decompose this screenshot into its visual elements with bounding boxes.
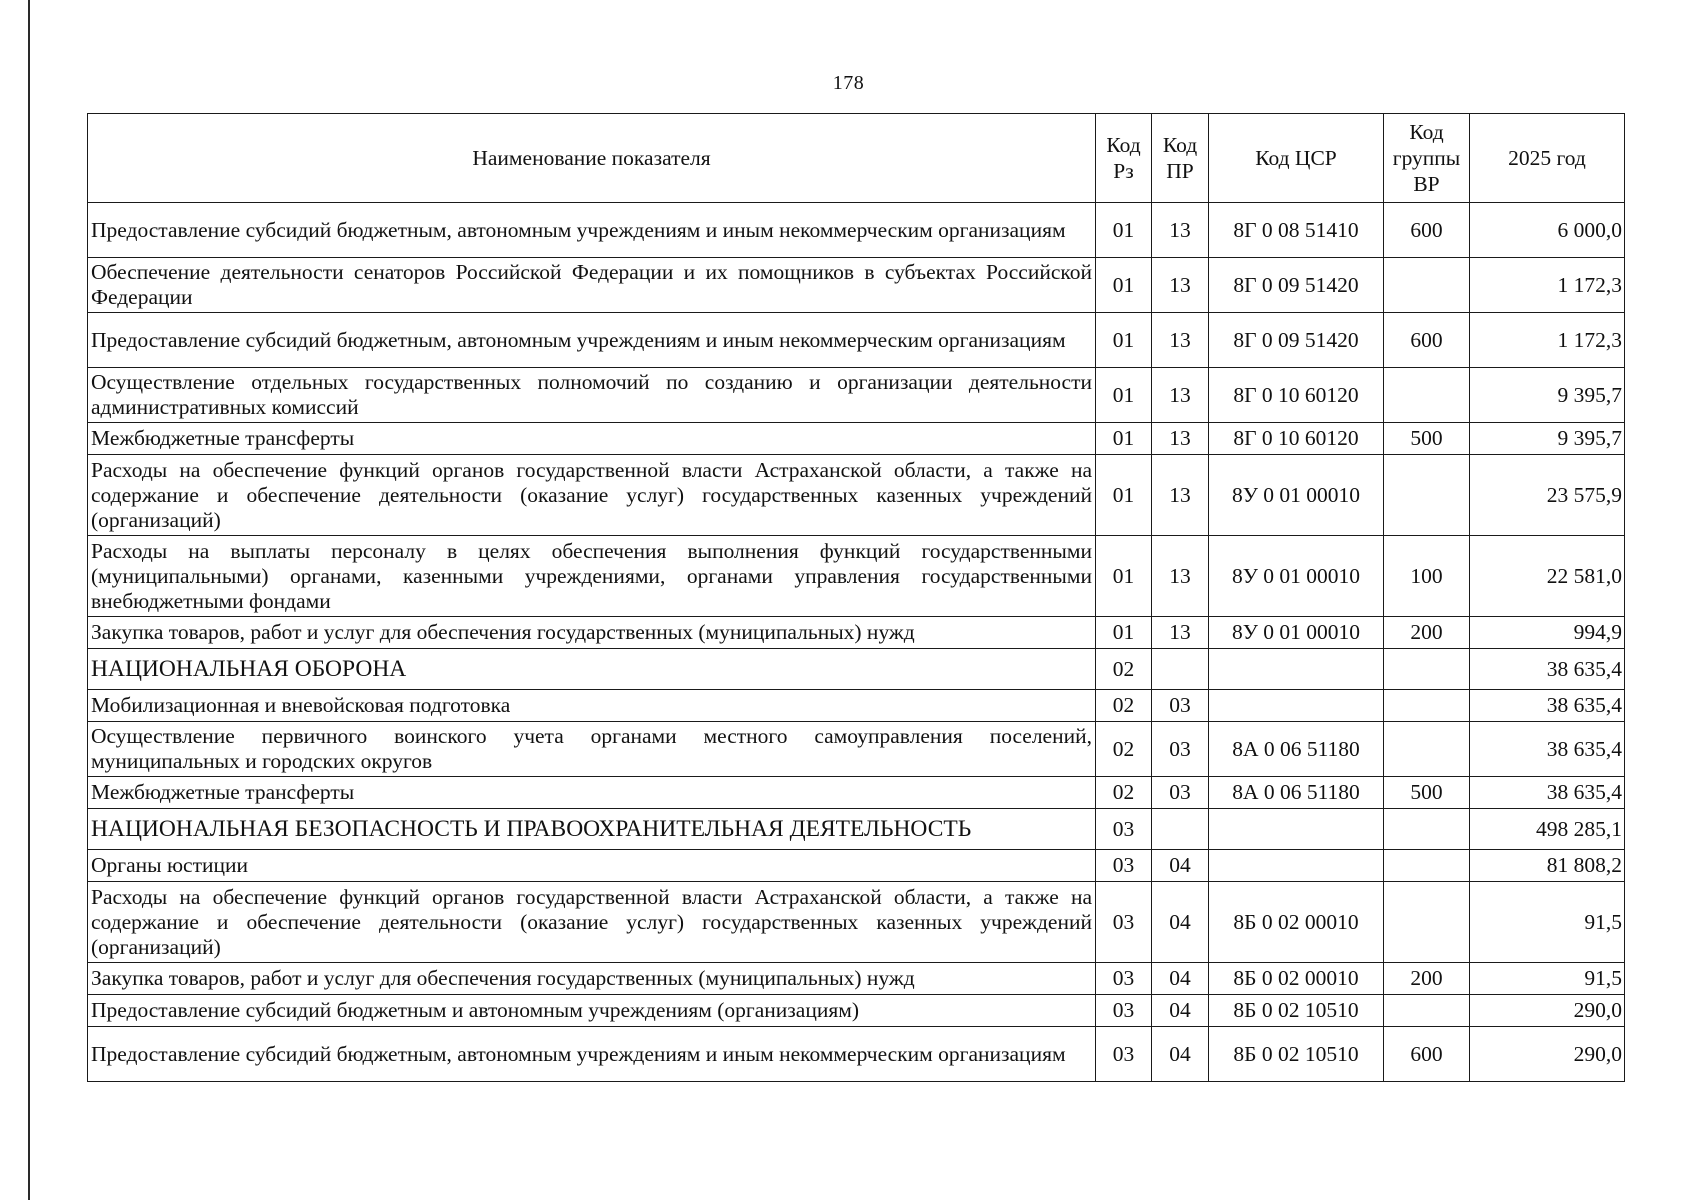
row-vr [1384,995,1470,1027]
row-pr: 13 [1152,617,1209,649]
row-amount: 38 635,4 [1470,777,1625,809]
row-csr [1209,850,1384,882]
row-vr: 500 [1384,423,1470,455]
row-rz: 03 [1096,1027,1152,1082]
row-csr: 8Г 0 10 60120 [1209,423,1384,455]
row-pr: 13 [1152,203,1209,258]
row-pr: 13 [1152,455,1209,536]
row-name: Мобилизационная и вневойсковая подготовка [88,690,1096,722]
row-csr: 8А 0 06 51180 [1209,722,1384,777]
row-vr [1384,850,1470,882]
table-header-row [88,114,1625,203]
row-pr: 03 [1152,722,1209,777]
row-rz: 03 [1096,882,1152,963]
row-name: Закупка товаров, работ и услуг для обеспечения государственных (муниципальных) нужд [88,963,1096,995]
row-amount: 290,0 [1470,995,1625,1027]
table-row [88,536,1625,617]
row-vr [1384,455,1470,536]
row-amount: 22 581,0 [1470,536,1625,617]
table-row [88,455,1625,536]
table-row [88,882,1625,963]
row-rz: 01 [1096,313,1152,368]
row-vr: 100 [1384,536,1470,617]
row-amount: 9 395,7 [1470,423,1625,455]
row-csr: 8Г 0 10 60120 [1209,368,1384,423]
row-name: Предоставление субсидий бюджетным, автономным учреждениям и иным некоммерческим организациям [88,203,1096,258]
table-row [88,368,1625,423]
row-name: НАЦИОНАЛЬНАЯ ОБОРОНА [88,649,1096,690]
row-vr: 200 [1384,617,1470,649]
header-csr: Код ЦСР [1209,114,1384,203]
row-pr: 13 [1152,423,1209,455]
row-amount: 1 172,3 [1470,313,1625,368]
row-rz: 03 [1096,995,1152,1027]
row-rz: 02 [1096,722,1152,777]
row-amount: 91,5 [1470,882,1625,963]
row-csr: 8У 0 01 00010 [1209,617,1384,649]
header-vr: Код группы ВР [1384,114,1470,203]
table-section-row [88,809,1625,850]
row-csr: 8Г 0 09 51420 [1209,258,1384,313]
row-vr [1384,258,1470,313]
table-row [88,995,1625,1027]
row-csr [1209,649,1384,690]
row-vr [1384,809,1470,850]
row-vr [1384,690,1470,722]
row-pr: 04 [1152,882,1209,963]
page-binding-line [28,0,30,1200]
table-row [88,1027,1625,1082]
row-csr: 8А 0 06 51180 [1209,777,1384,809]
table-row [88,258,1625,313]
row-vr [1384,722,1470,777]
row-csr: 8Б 0 02 10510 [1209,1027,1384,1082]
row-name: Предоставление субсидий бюджетным, автономным учреждениям и иным некоммерческим организациям [88,1027,1096,1082]
table-row [88,690,1625,722]
row-amount: 38 635,4 [1470,722,1625,777]
row-amount: 9 395,7 [1470,368,1625,423]
header-pr: Код ПР [1152,114,1209,203]
row-rz: 01 [1096,617,1152,649]
row-rz: 01 [1096,536,1152,617]
row-csr [1209,690,1384,722]
header-name: Наименование показателя [88,114,1096,203]
budget-table [87,113,1625,1082]
row-pr: 13 [1152,536,1209,617]
table-row [88,313,1625,368]
header-year: 2025 год [1470,114,1625,203]
table-row [88,722,1625,777]
row-name: Осуществление первичного воинского учета органами местного самоуправления поселений, муниципальных и городских округов [88,722,1096,777]
row-name: НАЦИОНАЛЬНАЯ БЕЗОПАСНОСТЬ И ПРАВООХРАНИТЕЛЬНАЯ ДЕЯТЕЛЬНОСТЬ [88,809,1096,850]
row-pr: 04 [1152,1027,1209,1082]
table-row [88,203,1625,258]
row-name: Расходы на обеспечение функций органов государственной власти Астраханской области, а также на содержание и обеспечение деятельности (оказание услуг) государственных казенных учреждений (организаций) [88,455,1096,536]
row-amount: 91,5 [1470,963,1625,995]
table-row [88,963,1625,995]
row-pr: 13 [1152,368,1209,423]
row-amount: 994,9 [1470,617,1625,649]
row-rz: 03 [1096,809,1152,850]
row-name: Межбюджетные трансферты [88,777,1096,809]
row-rz: 01 [1096,203,1152,258]
row-pr: 13 [1152,313,1209,368]
row-amount: 23 575,9 [1470,455,1625,536]
row-rz: 03 [1096,850,1152,882]
row-vr [1384,368,1470,423]
row-amount: 6 000,0 [1470,203,1625,258]
row-csr: 8У 0 01 00010 [1209,536,1384,617]
row-name: Закупка товаров, работ и услуг для обеспечения государственных (муниципальных) нужд [88,617,1096,649]
row-pr: 13 [1152,258,1209,313]
row-name: Межбюджетные трансферты [88,423,1096,455]
row-rz: 01 [1096,455,1152,536]
row-csr [1209,809,1384,850]
row-pr: 04 [1152,963,1209,995]
row-amount: 1 172,3 [1470,258,1625,313]
row-csr: 8Б 0 02 00010 [1209,963,1384,995]
page-number: 178 [832,72,865,94]
row-csr: 8Г 0 08 51410 [1209,203,1384,258]
row-vr: 200 [1384,963,1470,995]
row-pr: 03 [1152,777,1209,809]
row-rz: 02 [1096,690,1152,722]
table-row [88,617,1625,649]
row-pr: 04 [1152,995,1209,1027]
row-amount: 38 635,4 [1470,649,1625,690]
row-vr: 600 [1384,1027,1470,1082]
row-pr: 04 [1152,850,1209,882]
table-row [88,850,1625,882]
row-name: Расходы на обеспечение функций органов государственной власти Астраханской области, а также на содержание и обеспечение деятельности (оказание услуг) государственных казенных учреждений (организаций) [88,882,1096,963]
row-amount: 81 808,2 [1470,850,1625,882]
row-name: Осуществление отдельных государственных полномочий по созданию и организации деятельности административных комиссий [88,368,1096,423]
row-rz: 01 [1096,258,1152,313]
row-name: Расходы на выплаты персоналу в целях обеспечения выполнения функций государственными (муниципальными) органами, казенными учреждениями, органами управления государственными внебюджетными фондами [88,536,1096,617]
row-vr: 600 [1384,203,1470,258]
row-rz: 02 [1096,777,1152,809]
row-name: Предоставление субсидий бюджетным и автономным учреждениям (организациям) [88,995,1096,1027]
row-amount: 290,0 [1470,1027,1625,1082]
row-csr: 8Г 0 09 51420 [1209,313,1384,368]
row-pr [1152,649,1209,690]
row-vr: 500 [1384,777,1470,809]
row-rz: 03 [1096,963,1152,995]
row-rz: 01 [1096,368,1152,423]
row-vr [1384,882,1470,963]
table-row [88,423,1625,455]
row-pr: 03 [1152,690,1209,722]
row-rz: 01 [1096,423,1152,455]
table-section-row [88,649,1625,690]
row-name: Обеспечение деятельности сенаторов Российской Федерации и их помощников в субъектах Российской Федерации [88,258,1096,313]
row-rz: 02 [1096,649,1152,690]
row-vr [1384,649,1470,690]
header-rz: Код Рз [1096,114,1152,203]
row-csr: 8Б 0 02 10510 [1209,995,1384,1027]
row-csr: 8У 0 01 00010 [1209,455,1384,536]
row-csr: 8Б 0 02 00010 [1209,882,1384,963]
row-name: Органы юстиции [88,850,1096,882]
row-amount: 38 635,4 [1470,690,1625,722]
row-vr: 600 [1384,313,1470,368]
table-row [88,777,1625,809]
row-name: Предоставление субсидий бюджетным, автономным учреждениям и иным некоммерческим организациям [88,313,1096,368]
row-amount: 498 285,1 [1470,809,1625,850]
row-pr [1152,809,1209,850]
